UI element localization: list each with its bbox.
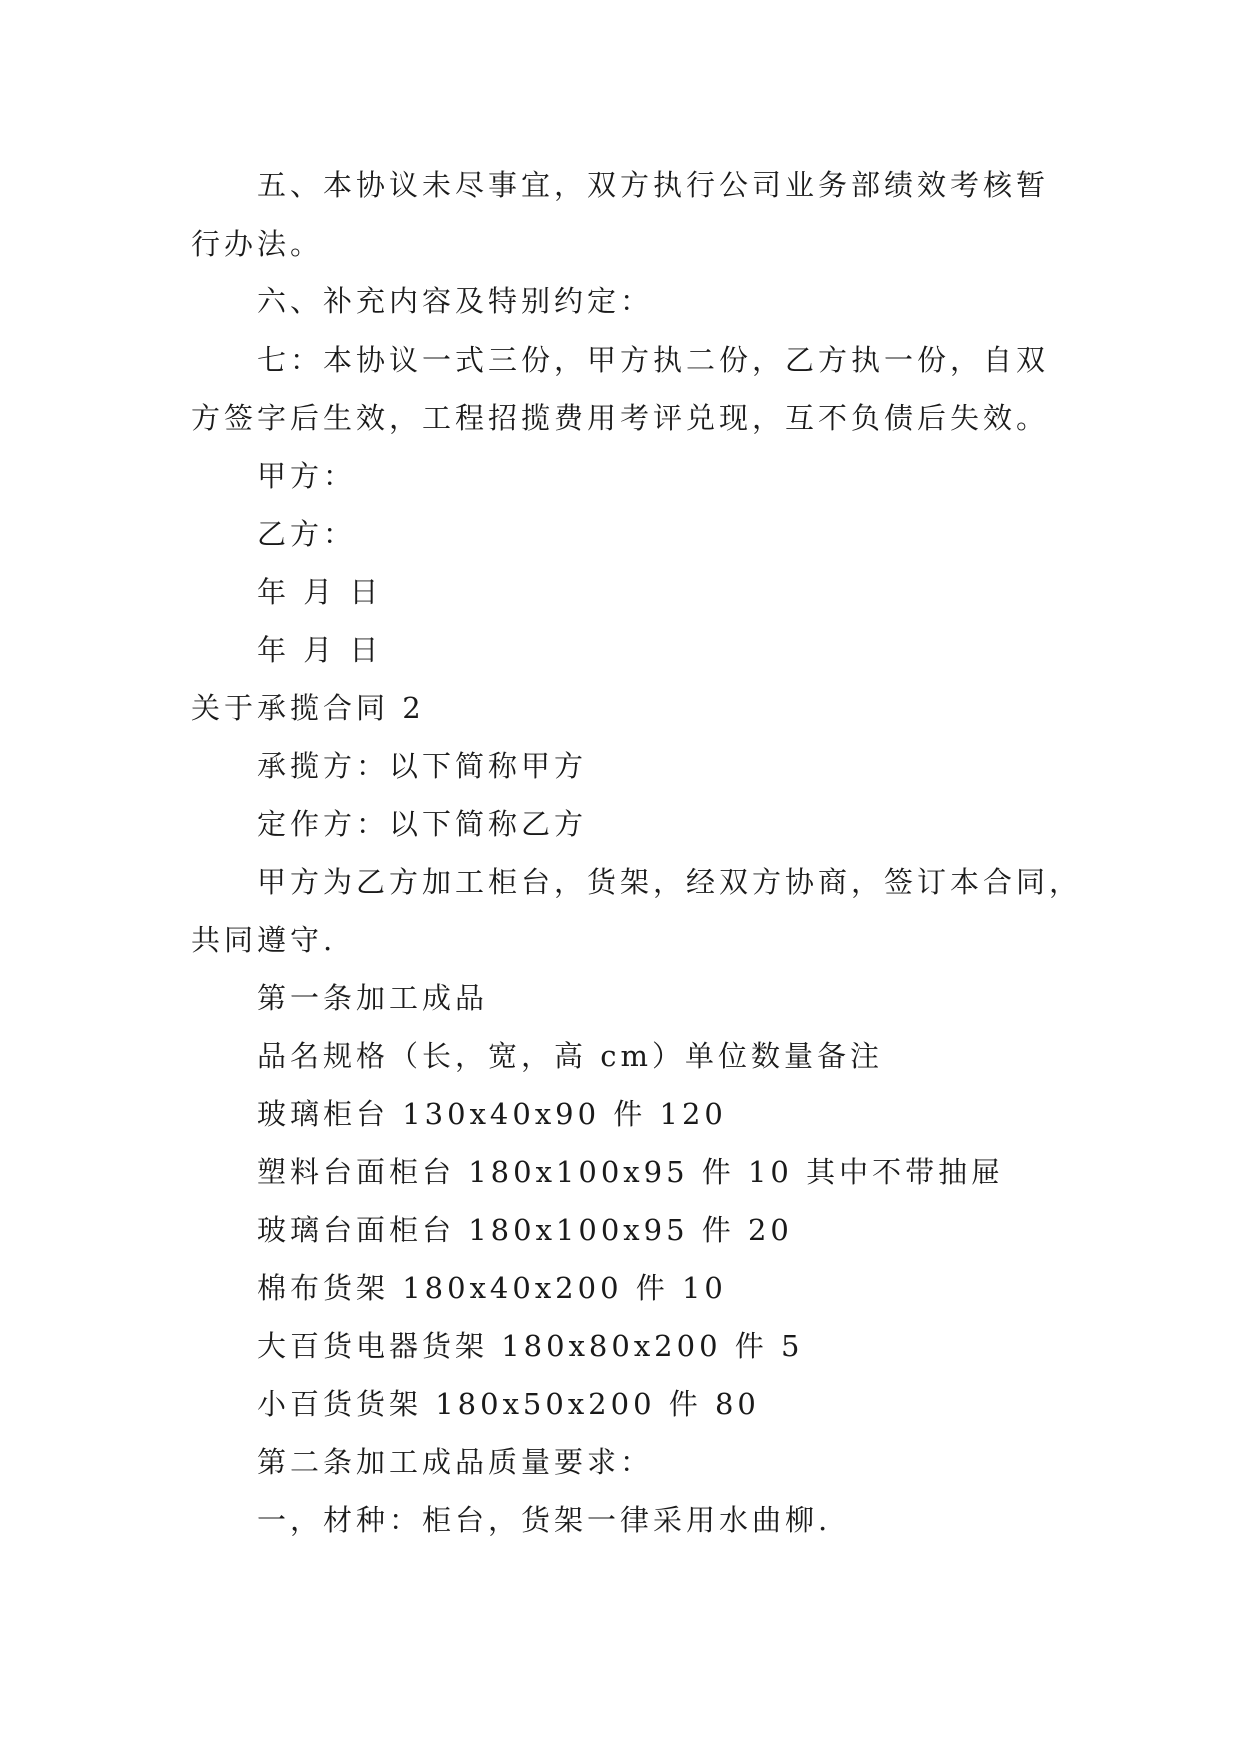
paragraph-clause-5: 五、本协议未尽事宜，双方执行公司业务部绩效考核暂 (257, 168, 1050, 202)
product-row: 棉布货架 180x40x200 件 10 (257, 1271, 727, 1305)
contractor-line: 承揽方：以下简称甲方 (257, 749, 588, 783)
preamble-paragraph-cont: 共同遵守. (191, 923, 337, 957)
party-a-signature-label: 甲方： (257, 459, 357, 493)
product-row: 玻璃台面柜台 180x100x95 件 20 (257, 1213, 793, 1247)
orderer-line: 定作方：以下简称乙方 (257, 807, 588, 841)
paragraph-clause-7: 七：本协议一式三份，甲方执二份，乙方执一份，自双 (257, 343, 1050, 377)
paragraph-clause-7-cont: 方签字后生效，工程招揽费用考评兑现，互不负债后失效。 (191, 401, 1050, 435)
product-table-header: 品名规格（长，宽，高 cm）单位数量备注 (257, 1039, 883, 1073)
article-1-heading: 第一条加工成品 (257, 981, 489, 1015)
product-row: 大百货电器货架 180x80x200 件 5 (257, 1329, 804, 1363)
section-title: 关于承揽合同 2 (191, 691, 425, 725)
date-line-1: 年 月 日 (257, 575, 383, 609)
date-line-2: 年 月 日 (257, 633, 383, 667)
article-2-heading: 第二条加工成品质量要求： (257, 1445, 654, 1479)
preamble-paragraph: 甲方为乙方加工柜台，货架，经双方协商，签订本合同， (257, 865, 1083, 899)
product-row: 玻璃柜台 130x40x90 件 120 (257, 1097, 727, 1131)
paragraph-clause-5-cont: 行办法。 (191, 227, 324, 261)
paragraph-clause-6: 六、补充内容及特别约定： (257, 284, 654, 318)
product-row: 塑料台面柜台 180x100x95 件 10 其中不带抽屉 (257, 1155, 1005, 1189)
material-requirement: 一，材种：柜台，货架一律采用水曲柳. (257, 1503, 832, 1537)
product-row: 小百货货架 180x50x200 件 80 (257, 1387, 760, 1421)
party-b-signature-label: 乙方： (257, 517, 357, 551)
